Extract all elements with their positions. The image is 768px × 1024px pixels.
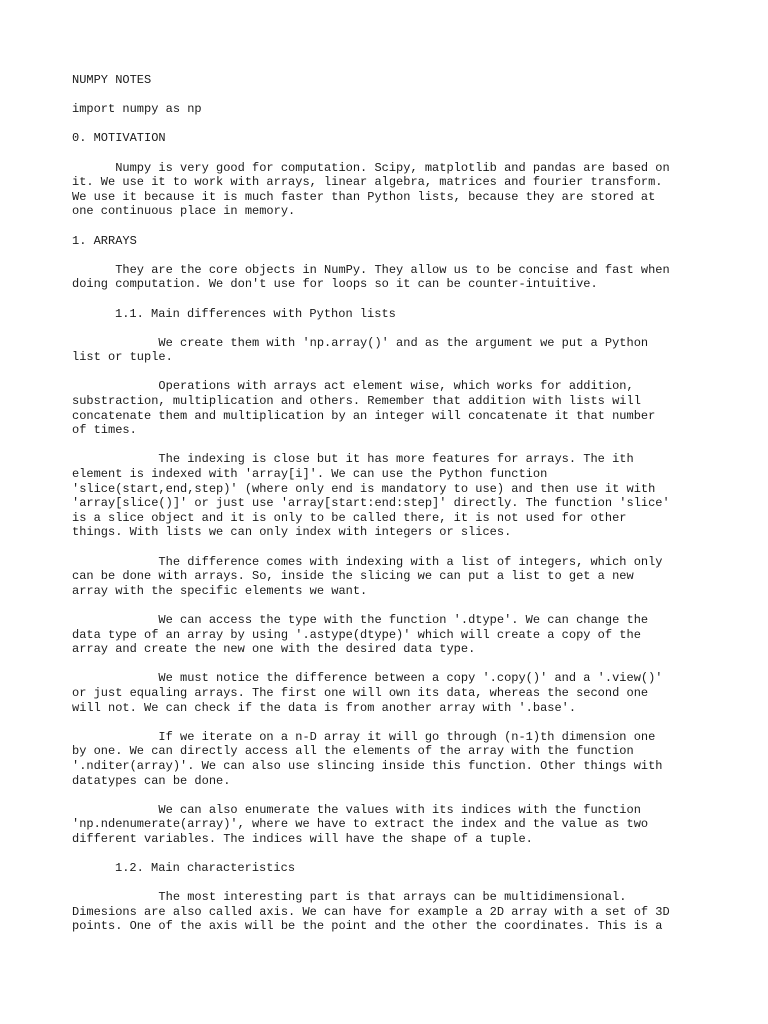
section-0-paragraph-1: Numpy is very good for computation. Scipy, matplotlib and pandas are based on it. We use it to work with arrays, linear algebra, matrices and fourier transform. We use it because it is much faster than Python lists, because they are stored at one continuous place in memory.	[72, 160, 670, 219]
import-line: import numpy as np	[72, 102, 202, 117]
section-1-1-paragraph-4: The difference comes with indexing with a list of integers, which only can be done with arrays. So, inside the slicing we can put a list to get a new array with the specific elements we want.	[72, 554, 663, 598]
section-1-2-heading: 1.2. Main characteristics	[115, 861, 296, 876]
section-1-1-paragraph-7: If we iterate on a n-D array it will go through (n-1)th dimension one by one. We can directly access all the elements of the array with the function '.nditer(array)'. We can also use slincing inside this function. Other things with datatypes can be done.	[72, 729, 663, 788]
section-1-heading: 1. ARRAYS	[72, 233, 137, 248]
section-1-1-paragraph-2: Operations with arrays act element wise, which works for addition, substraction, multiplication and others. Remember that addition with lists will concatenate them and multiplication by an integer will concatenate it that number of times.	[72, 379, 656, 438]
section-1-1-paragraph-5: We can access the type with the function '.dtype'. We can change the data type of an array by using '.astype(dtype)' which will create a copy of the array and create the new one with the desired data type.	[72, 612, 649, 657]
document-title: NUMPY NOTES	[72, 73, 152, 87]
section-1-2-paragraph-1: The most interesting part is that arrays can be multidimensional. Dimesions are also called axis. We can have for example a 2D array with a set of 3D points. One of the axis will be the point and the other the coordinates. This is a	[72, 890, 670, 934]
section-1-1-paragraph-6: We must notice the difference between a copy '.copy()' and a '.view()' or just equaling arrays. The first one will own its data, whereas the second one will not. We can check if the data is from another array with '.base'.	[72, 671, 663, 715]
section-1-1-paragraph-3: The indexing is close but it has more features for arrays. The ith element is indexed with 'array[i]'. We can use the Python function 'slice(start,end,step)' (where only end is mandatory to use) and then use it with 'array[slice()]' or just use 'array[start:end:step]' directly. The function 'slice' is a slice object and it is only to be called there, it is not used for other things. With lists we can only index with integers or slices.	[72, 452, 670, 540]
section-0-heading: 0. MOTIVATION	[72, 131, 166, 146]
document-content	[72, 73, 712, 949]
section-1-1-paragraph-1: We create them with 'np.array()' and as the argument we put a Python list or tuple.	[72, 335, 649, 365]
section-1-1-heading: 1.1. Main differences with Python lists	[115, 306, 396, 321]
section-1-1-paragraph-8: We can also enumerate the values with its indices with the function 'np.ndenumerate(array)', where we have to extract the index and the value as two different variables. The indices will have the shape of a tuple.	[72, 802, 649, 846]
section-1-paragraph-1: They are the core objects in NumPy. They allow us to be concise and fast when doing computation. We don't use for loops so it can be counter-intuitive.	[72, 262, 670, 292]
